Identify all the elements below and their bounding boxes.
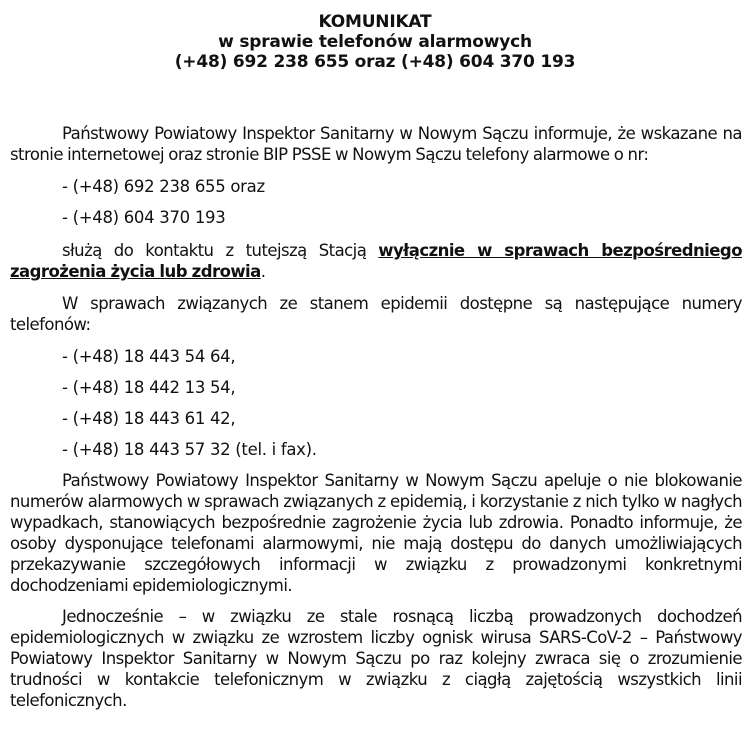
epidemic-number-1: - (+48) 18 443 54 64, bbox=[62, 347, 236, 366]
announcement-numbers: (+48) 692 238 655 oraz (+48) 604 370 193 bbox=[174, 52, 576, 72]
closing-text: Jednocześnie – w związku ze stale rosnącą liczbą prowadzonych dochodzeń epidemiologicznych w związku ze wzrostem liczby ognisk wirusa SARS-CoV-2 – Państwowy Powiatowy Inspektor Sanitarny w Nowym Sączu po raz kolejny zwraca się o zrozumienie trudności w kontakcie telefonicznym w związku z ciągłą zajętością wszystkich linii telefonicznych. bbox=[10, 607, 742, 710]
closing-paragraph bbox=[10, 606, 742, 711]
epidemic-number-3: - (+48) 18 443 61 42, bbox=[62, 409, 236, 428]
purpose-emphasis: wyłącznie w sprawach bezpośredniego zagrożenia życia lub zdrowia bbox=[10, 241, 742, 281]
intro-text: Państwowy Powiatowy Inspektor Sanitarny w Nowym Sączu informuje, że wskazane na stronie internetowej oraz stronie BIP PSSE w Nowym Sączu telefony alarmowe o nr: bbox=[10, 124, 742, 164]
announcement-header bbox=[0, 12, 750, 72]
appeal-paragraph bbox=[10, 470, 742, 596]
alarm-number-1: - (+48) 692 238 655 oraz bbox=[62, 177, 265, 196]
purpose-text bbox=[10, 240, 742, 282]
epidemic-number-4: - (+48) 18 443 57 32 (tel. i fax). bbox=[62, 440, 317, 459]
epidemic-number-2: - (+48) 18 442 13 54, bbox=[62, 378, 236, 397]
announcement-subtitle: w sprawie telefonów alarmowych bbox=[218, 32, 532, 52]
purpose-prefix: służą do kontaktu z tutejszą Stacją bbox=[62, 241, 379, 260]
epidemic-intro-paragraph bbox=[10, 293, 742, 335]
announcement-title: KOMUNIKAT bbox=[318, 12, 432, 32]
intro-paragraph bbox=[10, 123, 742, 165]
epidemic-intro-text: W sprawach związanych ze stanem epidemii dostępne są następujące numery telefonów: bbox=[10, 294, 742, 334]
appeal-text: Państwowy Powiatowy Inspektor Sanitarny w Nowym Sączu apeluje o nie blokowanie numerów alarmowych w sprawach związanych z epidemią, i korzystanie z nich tylko w nagłych wypadkach, stanowiących bezpośrednie zagrożenie życia lub zdrowia. Ponadto informuje, że osoby dysponujące telefonami alarmowymi, nie mają dostępu do danych umożliwiających przekazywanie szczegółowych informacji w związku z prowadzonymi konkretnymi dochodzeniami epidemiologicznymi. bbox=[10, 471, 742, 595]
purpose-paragraph bbox=[10, 240, 742, 282]
purpose-suffix: . bbox=[260, 262, 266, 281]
alarm-number-2: - (+48) 604 370 193 bbox=[62, 208, 226, 227]
